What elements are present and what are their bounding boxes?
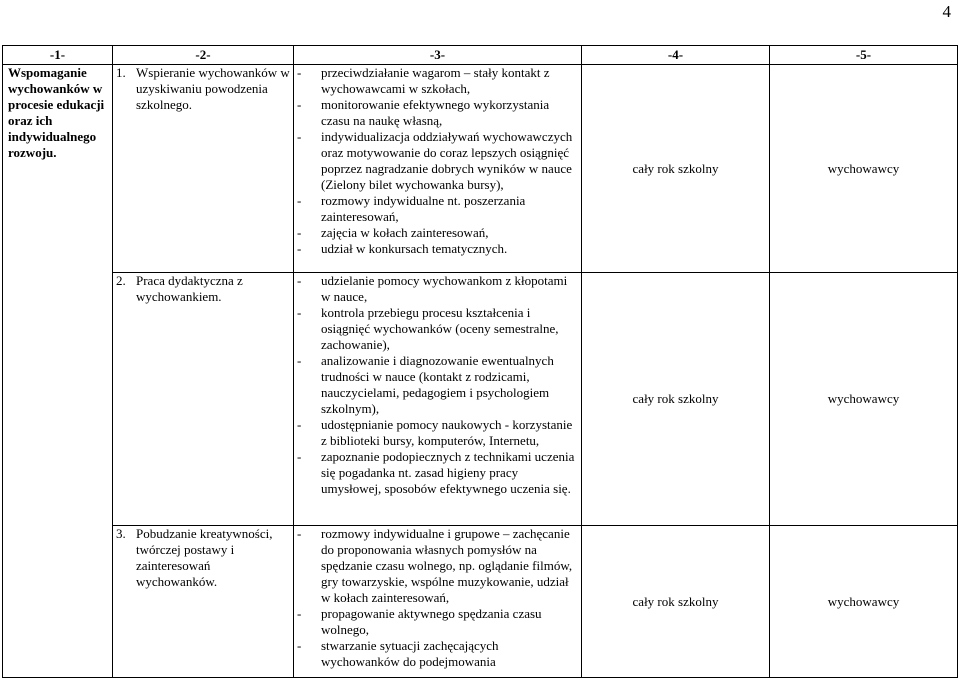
list-item: - stwarzanie sytuacji zachęcających wychowanków do podejmowania (297, 638, 499, 669)
actions-list (297, 526, 578, 670)
list-item: - indywidualizacja oddziaływań wychowawczych oraz motywowanie do coraz lepszych osiągnięć poprzez nagradzanie dobrych wyników w nauce (Zielony bilet wychowanka bursy), (297, 129, 573, 192)
actions-list (297, 65, 578, 257)
goal-cell (3, 65, 113, 678)
task-text: Praca dydaktyczna z wychowankiem. (136, 273, 243, 304)
table-row (3, 65, 958, 273)
list-item: - rozmowy indywidualne nt. poszerzania zainteresowań, (297, 193, 526, 224)
term-cell: cały rok szkolny (582, 273, 770, 526)
header-col-1: -1- (3, 46, 113, 65)
task-number: 3. (116, 526, 126, 541)
list-item: - udzielanie pomocy wychowankom z kłopotami w nauce, (297, 273, 568, 304)
goal-text: Wspomaganie wychowanków w procesie edukacji oraz ich indywidualnego rozwoju. (8, 65, 105, 160)
list-item: - rozmowy indywidualne i grupowe – zachęcanie do proponowania własnych pomysłów na spędzanie czasu wolnego, np. oglądanie filmów, gry towarzyskie, wspólne muzykowanie, udział w kołach zainteresowań, (297, 526, 573, 605)
task-cell (113, 273, 294, 526)
list-item: - udział w konkursach tematycznych. (297, 241, 508, 256)
responsible-cell: wychowawcy (770, 526, 958, 678)
header-row (3, 46, 958, 65)
actions-cell (294, 65, 582, 273)
actions-list (297, 273, 578, 497)
header-col-3: -3- (294, 46, 582, 65)
term-cell: cały rok szkolny (582, 65, 770, 273)
task-number: 2. (116, 273, 126, 288)
responsible-cell: wychowawcy (770, 65, 958, 273)
list-item: - przeciwdziałanie wagarom – stały kontakt z wychowawcami w szkołach, (297, 65, 550, 96)
task-cell (113, 526, 294, 678)
list-item: - zajęcia w kołach zainteresowań, (297, 225, 489, 240)
task-cell (113, 65, 294, 273)
task-text: Wspieranie wychowanków w uzyskiwaniu powodzenia szkolnego. (136, 65, 290, 112)
list-item: - propagowanie aktywnego spędzania czasu wolnego, (297, 606, 542, 637)
list-item: - analizowanie i diagnozowanie ewentualnych trudności w nauce (kontakt z rodzicami, nauczycielami, pedagogiem i psychologiem szkolnym), (297, 353, 554, 416)
actions-cell (294, 273, 582, 526)
plan-table (2, 45, 958, 678)
responsible-cell: wychowawcy (770, 273, 958, 526)
page-number: 4 (942, 2, 951, 21)
task-number: 1. (116, 65, 126, 80)
header-col-2: -2- (113, 46, 294, 65)
term-cell: cały rok szkolny (582, 526, 770, 678)
list-item: - kontrola przebiegu procesu kształcenia i osiągnięć wychowanków (oceny semestralne, zachowanie), (297, 305, 559, 352)
list-item: - zapoznanie podopiecznych z technikami uczenia się pogadanka nt. zasad higieny pracy umysłowej, sposobów efektywnego uczenia się. (297, 449, 575, 496)
actions-cell (294, 526, 582, 678)
table-row (3, 526, 958, 678)
header-col-5: -5- (770, 46, 958, 65)
list-item: - monitorowanie efektywnego wykorzystania czasu na naukę własną, (297, 97, 550, 128)
task-text: Pobudzanie kreatywności, twórczej postawy i zainteresowań wychowanków. (136, 526, 273, 589)
table-row (3, 273, 958, 526)
header-col-4: -4- (582, 46, 770, 65)
list-item: - udostępnianie pomocy naukowych - korzystanie z biblioteki bursy, komputerów, Internetu, (297, 417, 573, 448)
